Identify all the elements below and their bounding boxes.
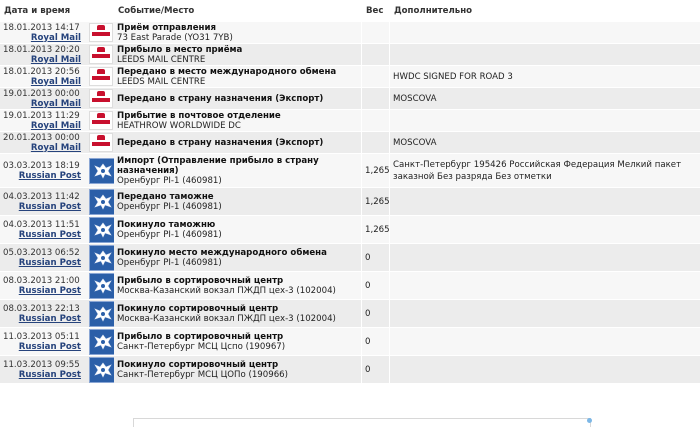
event-place: Санкт-Петербург МСЦ Цспо (190967): [117, 341, 286, 352]
logo-cell: [86, 216, 114, 244]
extra-cell: [390, 154, 700, 188]
event-cell: [114, 356, 362, 384]
event-title: Прибыло в сортировочный центр: [117, 275, 284, 286]
table-row: [0, 328, 700, 356]
event-title: Покинуло таможню: [117, 219, 216, 230]
event-place: Оренбург PI-1 (460981): [117, 175, 222, 186]
crown-icon: [97, 25, 105, 30]
event-place: Оренбург PI-1 (460981): [117, 229, 222, 240]
carrier-cell: [3, 286, 83, 296]
logo-cell: [86, 44, 114, 66]
table-row: [0, 110, 700, 132]
event-cell: [114, 300, 362, 328]
ad-banner-strip: [133, 418, 591, 427]
royal-mail-logo: [89, 23, 113, 42]
double-eagle-emblem: [93, 305, 113, 323]
logo-cell: [86, 300, 114, 328]
logo-cell: [86, 132, 114, 154]
russian-post-logo: [89, 158, 116, 184]
event-title: Приём отправления: [117, 22, 217, 33]
datetime-cell: [0, 22, 86, 44]
weight-cell: [362, 216, 390, 244]
double-eagle-emblem: [93, 221, 113, 239]
double-eagle-emblem: [93, 193, 113, 211]
event-datetime: 18.01.2013 20:56: [3, 66, 80, 77]
royal-mail-band: [92, 76, 110, 80]
header-weight: Вес: [362, 0, 390, 22]
table-row: [0, 300, 700, 328]
royal-mail-band: [92, 32, 110, 36]
header-extra: Дополнительно: [390, 0, 700, 22]
logo-cell: [86, 88, 114, 110]
event-datetime: 04.03.2013 11:51: [3, 219, 80, 230]
table-row: [0, 44, 700, 66]
event-title: Прибыло в сортировочный центр: [117, 331, 284, 342]
carrier-cell: [3, 314, 83, 324]
event-title: Покинуло сортировочный центр: [117, 303, 279, 314]
weight-value: 0: [365, 336, 371, 347]
extra-info: MOSCOVA: [393, 137, 437, 148]
carrier-link[interactable]: Russian Post: [18, 285, 81, 296]
royal-mail-band: [92, 54, 110, 58]
table-header: [0, 0, 700, 22]
weight-value: 0: [365, 308, 371, 319]
carrier-cell: [3, 99, 83, 109]
carrier-cell: [3, 230, 83, 240]
extra-cell: [390, 244, 700, 272]
weight-cell: [362, 244, 390, 272]
carrier-cell: [3, 202, 83, 212]
weight-cell: [362, 328, 390, 356]
event-title: Передано в страну назначения (Экспорт): [117, 137, 324, 148]
weight-cell: [362, 356, 390, 384]
table-row: [0, 132, 700, 154]
weight-cell: [362, 154, 390, 188]
event-datetime: 19.01.2013 11:29: [3, 110, 80, 121]
double-eagle-emblem: [93, 162, 113, 180]
logo-cell: [86, 272, 114, 300]
extra-info: MOSCOVA: [393, 93, 437, 104]
event-place: Санкт-Петербург МСЦ ЦОПо (190966): [117, 369, 288, 380]
weight-cell: [362, 300, 390, 328]
russian-post-logo: [89, 189, 116, 215]
extra-cell: [390, 356, 700, 384]
event-datetime: 20.01.2013 00:00: [3, 132, 80, 143]
extra-cell: [390, 328, 700, 356]
event-cell: [114, 154, 362, 188]
header-datetime: Дата и время: [0, 0, 86, 22]
table-row: [0, 88, 700, 110]
event-datetime: 11.03.2013 09:55: [3, 359, 80, 370]
event-place: 73 East Parade (YO31 7YB): [117, 32, 233, 43]
table-row: [0, 356, 700, 384]
logo-cell: [86, 154, 114, 188]
table-row: [0, 216, 700, 244]
crown-icon: [97, 69, 105, 74]
carrier-link[interactable]: Royal Mail: [30, 120, 81, 131]
event-place: Москва-Казанский вокзал ПЖДП цех-3 (102004): [117, 313, 336, 324]
carrier-cell: [3, 342, 83, 352]
extra-cell: [390, 188, 700, 216]
royal-mail-logo: [89, 67, 113, 86]
extra-cell: [390, 110, 700, 132]
ad-choices-icon[interactable]: [587, 418, 592, 423]
weight-cell: [362, 132, 390, 154]
russian-post-logo: [89, 301, 116, 327]
logo-cell: [86, 110, 114, 132]
table-row: [0, 22, 700, 44]
carrier-link[interactable]: Royal Mail: [30, 98, 81, 109]
extra-info: HWDC SIGNED FOR ROAD 3: [393, 71, 513, 82]
royal-mail-band: [92, 120, 110, 124]
weight-value: 0: [365, 364, 371, 375]
carrier-link[interactable]: Russian Post: [18, 229, 81, 240]
weight-value: 1,265: [365, 224, 390, 235]
carrier-link[interactable]: Russian Post: [18, 201, 81, 212]
logo-cell: [86, 66, 114, 88]
crown-icon: [97, 135, 105, 140]
carrier-cell: [3, 370, 83, 380]
datetime-cell: [0, 244, 86, 272]
event-cell: [114, 216, 362, 244]
event-datetime: 19.01.2013 00:00: [3, 88, 80, 99]
carrier-link[interactable]: Russian Post: [18, 369, 81, 380]
carrier-cell: [3, 171, 83, 181]
event-datetime: 03.03.2013 18:19: [3, 160, 80, 171]
crown-icon: [97, 47, 105, 52]
weight-value: 0: [365, 252, 371, 263]
event-cell: [114, 244, 362, 272]
event-cell: [114, 88, 362, 110]
russian-post-logo: [89, 357, 116, 383]
carrier-cell: [3, 143, 83, 153]
event-datetime: 18.01.2013 20:20: [3, 44, 80, 55]
extra-cell: [390, 272, 700, 300]
table-row: [0, 66, 700, 88]
event-title: Передано таможне: [117, 191, 214, 202]
carrier-link[interactable]: Russian Post: [18, 170, 81, 181]
event-cell: [114, 132, 362, 154]
carrier-link[interactable]: Russian Post: [18, 313, 81, 324]
crown-icon: [97, 113, 105, 118]
logo-cell: [86, 356, 114, 384]
extra-info: Санкт-Петербург 195426 Российская Федерация Мелкий пакет заказной Без разряда Без отметки: [393, 159, 682, 182]
weight-cell: [362, 88, 390, 110]
datetime-cell: [0, 328, 86, 356]
event-place: Оренбург PI-1 (460981): [117, 201, 222, 212]
carrier-cell: [3, 121, 83, 131]
weight-cell: [362, 272, 390, 300]
logo-cell: [86, 328, 114, 356]
header-logo-spacer: [86, 0, 114, 22]
royal-mail-band: [92, 142, 110, 146]
event-datetime: 05.03.2013 06:52: [3, 247, 80, 258]
extra-cell: [390, 216, 700, 244]
header-event: Событие/Место: [114, 0, 362, 22]
table-row: [0, 188, 700, 216]
event-place: Оренбург PI-1 (460981): [117, 257, 222, 268]
carrier-link[interactable]: Royal Mail: [30, 54, 81, 65]
event-title: Покинуло сортировочный центр: [117, 359, 279, 370]
table-row: [0, 272, 700, 300]
crown-icon: [97, 91, 105, 96]
carrier-cell: [3, 77, 83, 87]
logo-cell: [86, 188, 114, 216]
datetime-cell: [0, 356, 86, 384]
event-title: Импорт (Отправление прибыло в страну назначения): [117, 155, 319, 176]
event-datetime: 08.03.2013 22:13: [3, 303, 80, 314]
datetime-cell: [0, 300, 86, 328]
russian-post-logo: [89, 273, 116, 299]
event-cell: [114, 328, 362, 356]
datetime-cell: [0, 66, 86, 88]
extra-cell: [390, 44, 700, 66]
carrier-link[interactable]: Russian Post: [18, 341, 81, 352]
event-place: HEATHROW WORLDWIDE DC: [117, 120, 241, 131]
event-title: Передано в страну назначения (Экспорт): [117, 93, 324, 104]
event-title: Покинуло место международного обмена: [117, 247, 327, 258]
datetime-cell: [0, 132, 86, 154]
event-datetime: 11.03.2013 05:11: [3, 331, 80, 342]
russian-post-logo: [89, 329, 116, 355]
event-datetime: 18.01.2013 14:17: [3, 22, 80, 33]
logo-cell: [86, 22, 114, 44]
royal-mail-band: [92, 98, 110, 102]
event-cell: [114, 188, 362, 216]
russian-post-logo: [89, 245, 116, 271]
weight-value: 1,265: [365, 196, 390, 207]
weight-cell: [362, 44, 390, 66]
logo-cell: [86, 244, 114, 272]
double-eagle-emblem: [93, 333, 113, 351]
event-place: LEEDS MAIL CENTRE: [117, 54, 206, 65]
carrier-link[interactable]: Royal Mail: [30, 142, 81, 153]
carrier-cell: [3, 55, 83, 65]
event-cell: [114, 66, 362, 88]
event-cell: [114, 44, 362, 66]
weight-value: 1,265: [365, 165, 390, 176]
extra-cell: [390, 66, 700, 88]
datetime-cell: [0, 88, 86, 110]
extra-cell: [390, 22, 700, 44]
weight-cell: [362, 110, 390, 132]
event-cell: [114, 272, 362, 300]
event-place: LEEDS MAIL CENTRE: [117, 76, 206, 87]
event-cell: [114, 110, 362, 132]
event-title: Прибытие в почтовое отделение: [117, 110, 281, 121]
weight-cell: [362, 22, 390, 44]
weight-cell: [362, 66, 390, 88]
event-cell: [114, 22, 362, 44]
double-eagle-emblem: [93, 277, 113, 295]
datetime-cell: [0, 272, 86, 300]
datetime-cell: [0, 216, 86, 244]
carrier-cell: [3, 258, 83, 268]
carrier-link[interactable]: Royal Mail: [30, 76, 81, 87]
extra-cell: [390, 300, 700, 328]
extra-cell: [390, 132, 700, 154]
event-place: Москва-Казанский вокзал ПЖДП цех-3 (102004): [117, 285, 336, 296]
royal-mail-logo: [89, 45, 113, 64]
carrier-link[interactable]: Russian Post: [18, 257, 81, 268]
datetime-cell: [0, 110, 86, 132]
royal-mail-logo: [89, 89, 113, 108]
event-datetime: 08.03.2013 21:00: [3, 275, 80, 286]
event-title: Прибыло в место приёма: [117, 44, 243, 55]
carrier-link[interactable]: Royal Mail: [30, 32, 81, 43]
table-row: [0, 154, 700, 188]
double-eagle-emblem: [93, 249, 113, 267]
weight-cell: [362, 188, 390, 216]
event-datetime: 04.03.2013 11:42: [3, 191, 80, 202]
datetime-cell: [0, 188, 86, 216]
royal-mail-logo: [89, 111, 113, 130]
event-title: Передано в место международного обмена: [117, 66, 337, 77]
russian-post-logo: [89, 217, 116, 243]
table-row: [0, 244, 700, 272]
royal-mail-logo: [89, 133, 113, 152]
datetime-cell: [0, 154, 86, 188]
double-eagle-emblem: [93, 361, 113, 379]
carrier-cell: [3, 33, 83, 43]
datetime-cell: [0, 44, 86, 66]
weight-value: 0: [365, 280, 371, 291]
extra-cell: [390, 88, 700, 110]
